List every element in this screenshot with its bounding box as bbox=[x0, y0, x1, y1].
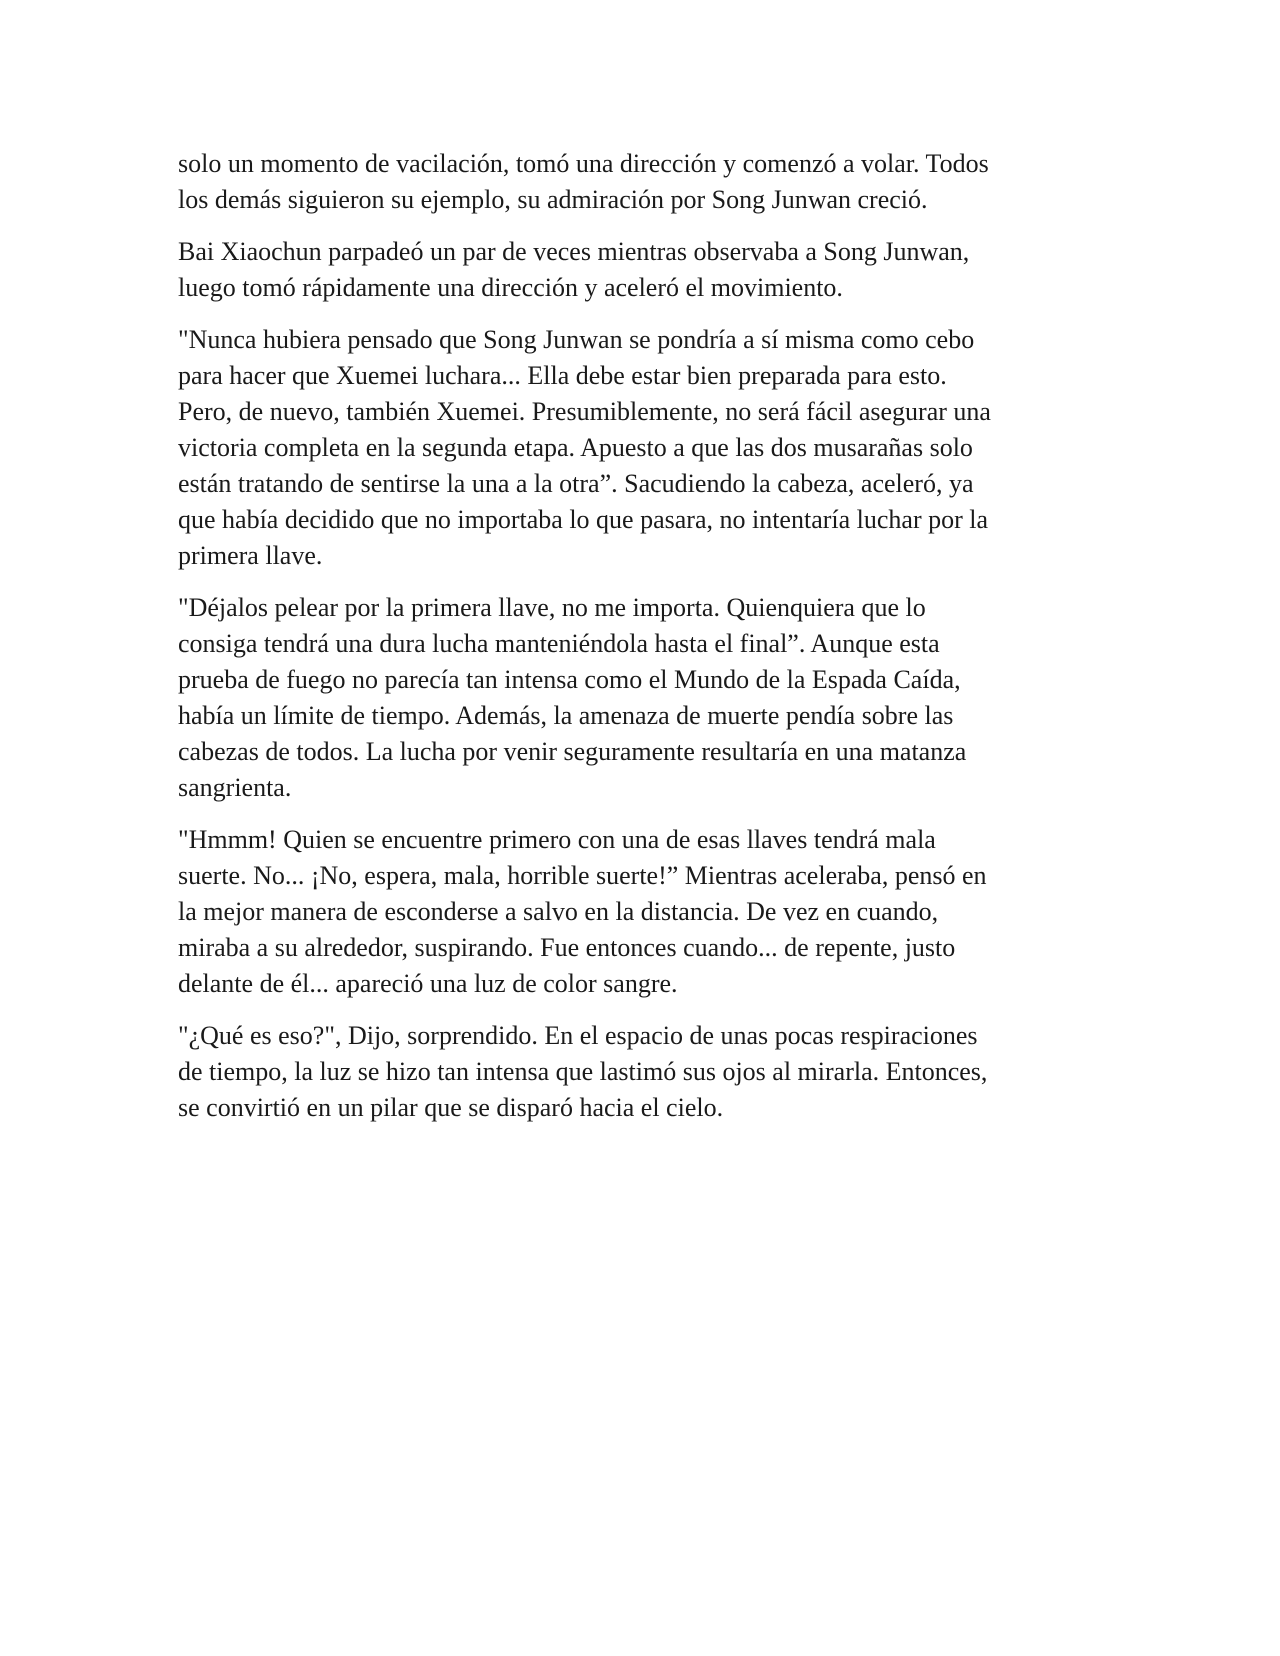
paragraph: "Déjalos pelear por la primera llave, no me importa. Quienquiera que lo consiga tendrá una dura lucha manteniéndola hasta el final”. Aunque esta prueba de fuego no parecía tan intensa como el Mundo de la Espada Caída, había un límite de tiempo. Además, la amenaza de muerte pendía sobre las cabezas de todos. La lucha por venir seguramente resultaría en una matanza sangrienta. bbox=[178, 593, 967, 802]
paragraph: "Nunca hubiera pensado que Song Junwan se pondría a sí misma como cebo para hacer que Xuemei luchara... Ella debe estar bien preparada para esto. Pero, de nuevo, también Xuemei. Presumiblemente, no será fácil asegurar una victoria completa en la segunda etapa. Apuesto a que las dos musarañas solo están tratando de sentirse la una a la otra”. Sacudiendo la cabeza, aceleró, ya que había decidido que no importaba lo que pasara, no intentaría luchar por la primera llave. bbox=[178, 325, 991, 570]
paragraph: "¿Qué es eso?", Dijo, sorprendido. En el espacio de unas pocas respiraciones de tiempo, la luz se hizo tan intensa que lastimó sus ojos al mirarla. Entonces, se convirtió en un pilar que se disparó hacia el cielo. bbox=[178, 1021, 988, 1122]
paragraph: "Hmmm! Quien se encuentre primero con una de esas llaves tendrá mala suerte. No... ¡No, espera, mala, horrible suerte!” Mientras aceleraba, pensó en la mejor manera de esconderse a salvo en la distancia. De vez en cuando, miraba a su alrededor, suspirando. Fue entonces cuando... de repente, justo delante de él... apareció una luz de color sangre. bbox=[178, 825, 987, 998]
paragraph: solo un momento de vacilación, tomó una dirección y comenzó a volar. Todos los demás siguieron su ejemplo, su admiración por Song Junwan creció. bbox=[178, 149, 989, 214]
document-body bbox=[178, 146, 1118, 1142]
paragraph: Bai Xiaochun parpadeó un par de veces mientras observaba a Song Junwan, luego tomó rápidamente una dirección y aceleró el movimiento. bbox=[178, 237, 970, 302]
